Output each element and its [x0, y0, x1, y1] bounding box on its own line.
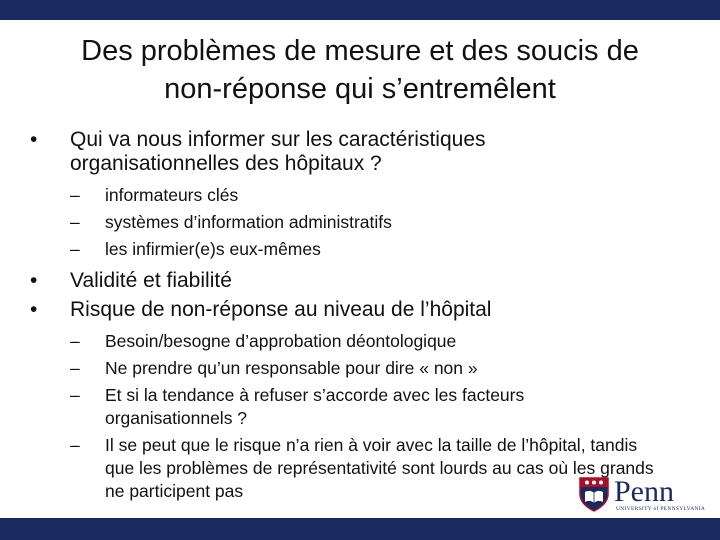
slide-body — [30, 128, 690, 507]
bullet-list-2 — [30, 269, 690, 322]
sub-item-admin-systems: – systèmes d’information administratifs — [70, 209, 690, 236]
sub-item-nurses: – les infirmier(e)s eux-mêmes — [70, 236, 690, 263]
sub-item-refusal-tendency: – Et si la tendance à refuser s’accorde avec les facteurs organisationnels ? — [70, 384, 625, 430]
bullet-validity: • Validité et fiabilité — [30, 269, 690, 293]
sub-item-hospital-size: – Il se peut que le risque n’a rien à voir avec la taille de l’hôpital, tandis que les problèmes de représentativité sont lourds au cas où les grands ne participent pas — [70, 434, 665, 503]
bullet-nonresponse-risk: • Risque de non-réponse au niveau de l’hôpital — [30, 298, 690, 322]
informants-sublist — [30, 182, 690, 263]
title-line-2: non-réponse qui s’entremêlent — [164, 73, 556, 105]
bottom-banner — [0, 518, 720, 540]
slide-title — [20, 32, 700, 108]
penn-shield-icon — [578, 476, 610, 512]
penn-logo — [578, 475, 706, 516]
sub-item-single-responsible: – Ne prendre qu’un responsable pour dire « non » — [70, 357, 690, 380]
bullet-list — [30, 128, 690, 176]
bullet-informants-line-1: • Qui va nous informer sur les caractéristiques — [70, 128, 486, 151]
bullet-informants — [30, 128, 690, 176]
title-line-1: Des problèmes de mesure et des soucis de — [81, 35, 639, 67]
top-banner — [0, 0, 720, 20]
penn-wordmark: Penn — [614, 475, 674, 508]
bullet-informants-line-2: organisationnelles des hôpitaux ? — [70, 152, 382, 175]
sub-item-ethics-approval: – Besoin/besogne d’approbation déontologique — [70, 330, 690, 353]
penn-subtitle: UNIVERSITY of PENNSYLVANIA — [616, 506, 706, 512]
sub-item-key-informants: – informateurs clés — [70, 182, 690, 209]
